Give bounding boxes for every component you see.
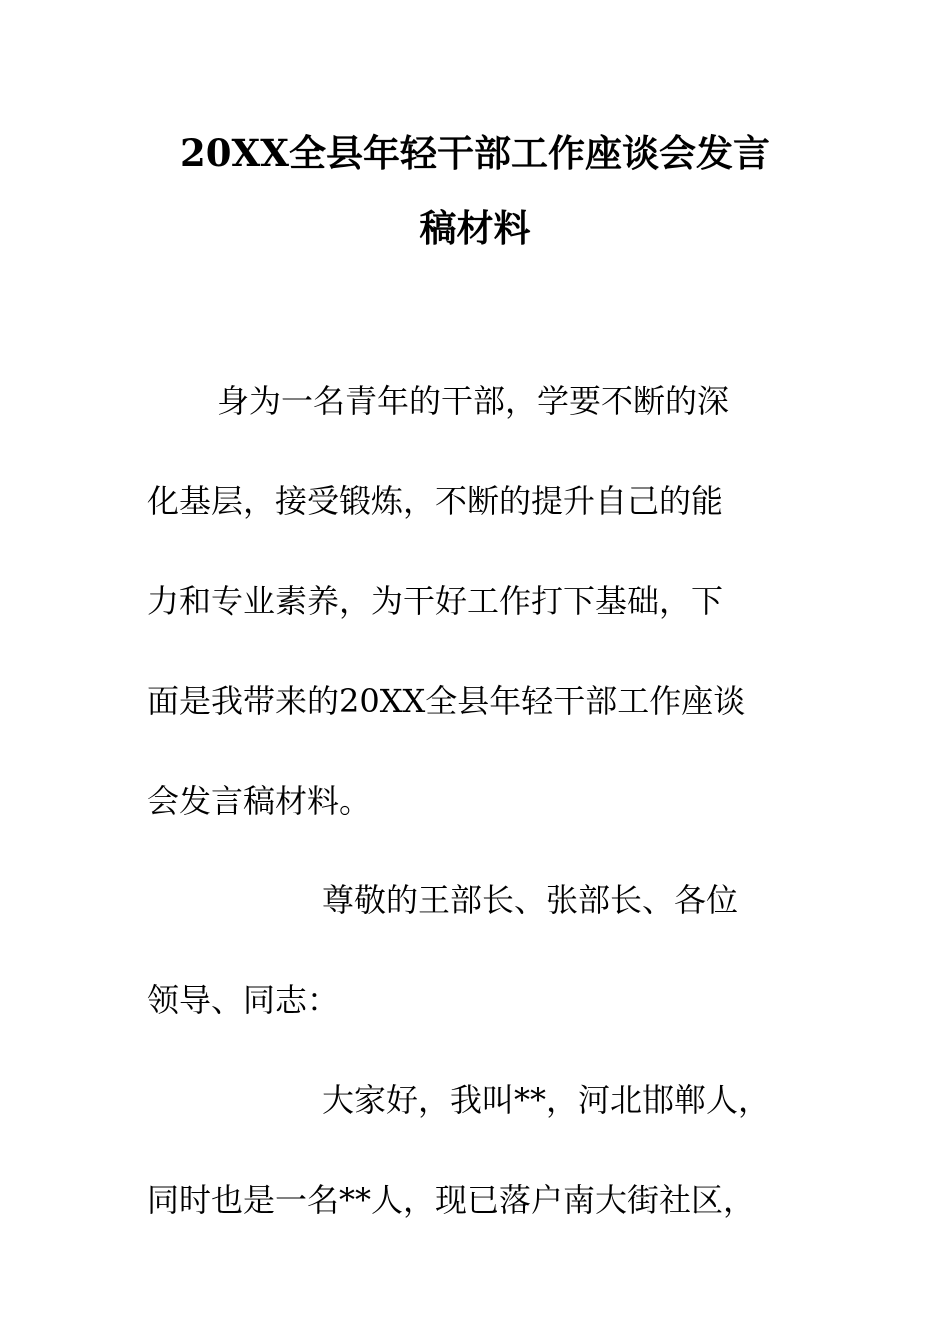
body-paragraph-line-1: 大家好，我叫**，河北邯郸人， (322, 1081, 771, 1119)
body-paragraph-line-2: 同时也是一名**人，现已落户南大街社区， (147, 1181, 756, 1219)
salutation-line-2: 领导、同志： (147, 981, 340, 1019)
salutation-line-1: 尊敬的王部长、张部长、各位 (322, 881, 739, 919)
intro-paragraph-line-3: 力和专业素养，为干好工作打下基础，下 (147, 582, 724, 620)
intro-paragraph-line-1: 身为一名青年的干部，学要不断的深 (217, 382, 730, 420)
intro-paragraph-line-4: 面是我带来的20XX全县年轻干部工作座谈 (147, 682, 746, 720)
intro-paragraph-line-2: 化基层，接受锻炼，不断的提升自己的能 (147, 482, 724, 520)
document-title-line-2: 稿材料 (419, 206, 531, 250)
document-title-line-1: 20XX全县年轻干部工作座谈会发言 (180, 131, 770, 175)
intro-paragraph-line-5: 会发言稿材料。 (147, 782, 372, 820)
